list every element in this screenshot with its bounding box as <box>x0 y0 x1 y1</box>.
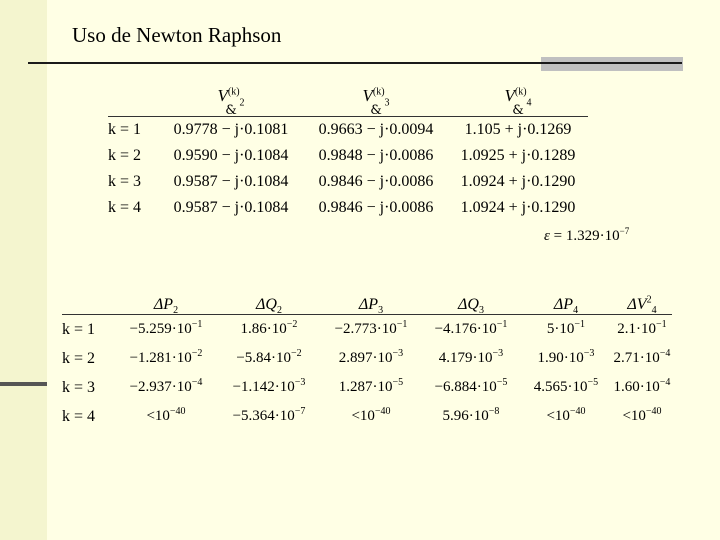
slide-title: Uso de Newton Raphson <box>72 23 282 47</box>
header-sub: 4 <box>573 305 579 317</box>
mismatch-header <box>320 288 422 315</box>
mismatch-value <box>320 402 422 431</box>
header-sub: 3 <box>378 305 384 317</box>
mantissa: 5.96·10 <box>442 408 489 424</box>
table-row <box>108 169 588 195</box>
table-row <box>108 195 588 221</box>
mismatch-value <box>612 344 672 373</box>
mantissa: −1.281·10 <box>129 350 192 366</box>
table-row <box>62 344 672 373</box>
mantissa: 1.60·10 <box>613 379 660 395</box>
header-sup: (k) <box>372 86 385 98</box>
mantissa: −5.364·10 <box>232 408 295 424</box>
mismatch-value <box>218 315 320 345</box>
exponent: −1 <box>656 319 667 330</box>
mismatch-value <box>612 373 672 402</box>
mismatch-value <box>520 402 612 431</box>
mantissa: −4.176·10 <box>434 321 497 337</box>
header-sup: (k) <box>514 86 527 98</box>
iteration-label: k = 3 <box>62 378 96 396</box>
header-var: ΔP <box>358 296 379 313</box>
voltage-value: 1.105 + j·0.1269 <box>464 121 572 138</box>
header-sub: 3 <box>478 305 484 317</box>
epsilon-symbol: ε <box>544 228 550 244</box>
epsilon-value: = 1.329·10 <box>553 228 620 244</box>
mismatch-header <box>114 288 218 315</box>
mismatch-value <box>320 344 422 373</box>
header-sub: 2 <box>239 97 245 109</box>
header-mark: & <box>512 103 524 118</box>
mismatch-body <box>62 315 672 432</box>
exponent: −4 <box>659 348 671 359</box>
mismatch-value <box>218 344 320 373</box>
header-var: V <box>362 86 373 105</box>
header-var: ΔP <box>153 296 174 313</box>
mantissa: 4.179·10 <box>438 350 493 366</box>
mantissa: −6.884·10 <box>434 379 497 395</box>
mismatch-iteration-table <box>62 288 672 431</box>
voltage-value: 0.9587 − j·0.1084 <box>173 199 289 216</box>
mismatch-value <box>520 373 612 402</box>
voltage-header <box>304 84 448 117</box>
mantissa: 5·10 <box>546 321 575 337</box>
exponent: −1 <box>396 319 408 330</box>
mismatch-value <box>218 373 320 402</box>
iteration-label: k = 4 <box>62 407 96 425</box>
exponent: −2 <box>191 348 203 359</box>
voltage-header-row <box>108 84 588 117</box>
header-sub: 3 <box>384 97 390 109</box>
mismatch-value <box>114 344 218 373</box>
header-sup: 2 <box>646 294 652 306</box>
header-var: V <box>504 86 515 105</box>
exponent: −40 <box>569 406 586 417</box>
iteration-label: k = 3 <box>108 173 142 190</box>
voltage-value: 0.9587 − j·0.1084 <box>173 173 289 190</box>
voltage-value: 0.9590 − j·0.1084 <box>173 147 289 164</box>
sidebar-accent <box>0 382 47 386</box>
exponent: −1 <box>496 319 508 330</box>
iteration-label: k = 2 <box>108 147 142 164</box>
mantissa: −2.937·10 <box>129 379 192 395</box>
mantissa: 4.565·10 <box>533 379 588 395</box>
exponent: −4 <box>659 377 671 388</box>
mismatch-value <box>320 373 422 402</box>
header-var: ΔV <box>627 296 647 313</box>
mismatch-value <box>114 373 218 402</box>
mismatch-value <box>218 402 320 431</box>
exponent: −1 <box>574 319 586 330</box>
convergence-epsilon <box>544 228 629 245</box>
header-mark: & <box>225 103 237 118</box>
mismatch-value <box>612 402 672 431</box>
title-accent-bar <box>541 57 683 71</box>
mismatch-value <box>114 315 218 345</box>
mantissa: 2.71·10 <box>613 350 660 366</box>
mantissa: <10 <box>622 408 646 424</box>
header-sub: 4 <box>651 305 657 317</box>
mismatch-value <box>520 315 612 345</box>
mantissa: 1.90·10 <box>537 350 584 366</box>
iteration-label: k = 4 <box>108 199 142 216</box>
mismatch-header-row <box>62 288 672 315</box>
exponent: −3 <box>492 348 504 359</box>
mismatch-value <box>612 315 672 345</box>
k-header <box>108 84 158 117</box>
k-header <box>62 288 114 315</box>
voltage-value: 0.9846 − j·0.0086 <box>318 199 434 216</box>
table-row <box>108 143 588 169</box>
mantissa: <10 <box>546 408 570 424</box>
voltage-value: 1.0925 + j·0.1289 <box>460 147 576 164</box>
header-sup: (k) <box>227 86 240 98</box>
voltage-value: 0.9848 − j·0.0086 <box>318 147 434 164</box>
mismatch-value <box>422 402 520 431</box>
title-accent-line <box>541 62 682 64</box>
exponent: −5 <box>587 377 599 388</box>
mismatch-header <box>218 288 320 315</box>
mantissa: 2.1·10 <box>617 321 657 337</box>
header-var: ΔP <box>553 296 574 313</box>
exponent: −4 <box>191 377 203 388</box>
mismatch-header <box>520 288 612 315</box>
header-sub: 4 <box>526 97 532 109</box>
mantissa: <10 <box>146 408 170 424</box>
mantissa: −5.259·10 <box>129 321 192 337</box>
mismatch-value <box>422 315 520 345</box>
mantissa: <10 <box>351 408 375 424</box>
header-sub: 2 <box>276 305 282 317</box>
mantissa: −2.773·10 <box>334 321 397 337</box>
mantissa: 1.86·10 <box>240 321 287 337</box>
mantissa: −5.84·10 <box>236 350 292 366</box>
exponent: −40 <box>169 406 186 417</box>
mismatch-header <box>422 288 520 315</box>
table-row <box>62 315 672 345</box>
exponent: −40 <box>374 406 391 417</box>
voltage-value: 1.0924 + j·0.1290 <box>460 199 576 216</box>
exponent: −5 <box>496 377 508 388</box>
exponent: −3 <box>392 348 404 359</box>
mismatch-value <box>422 344 520 373</box>
exponent: −8 <box>488 406 500 417</box>
voltage-value: 0.9778 − j·0.1081 <box>173 121 289 138</box>
exponent: −7 <box>294 406 306 417</box>
mismatch-value <box>422 373 520 402</box>
mismatch-value <box>520 344 612 373</box>
iteration-label: k = 1 <box>108 121 142 138</box>
voltage-value: 1.0924 + j·0.1290 <box>460 173 576 190</box>
exponent: −2 <box>291 348 302 359</box>
mantissa: −1.142·10 <box>232 379 295 395</box>
epsilon-exponent: −7 <box>619 226 630 236</box>
header-var: ΔQ <box>256 296 277 313</box>
exponent: −40 <box>645 406 662 417</box>
mismatch-value <box>320 315 422 345</box>
table-row <box>62 373 672 402</box>
exponent: −2 <box>286 319 298 330</box>
header-mark: & <box>370 103 382 118</box>
exponent: −3 <box>294 377 306 388</box>
iteration-label: k = 2 <box>62 349 96 367</box>
header-sub: 2 <box>173 305 179 317</box>
voltage-header <box>448 84 588 117</box>
mismatch-value <box>114 402 218 431</box>
exponent: −3 <box>583 348 595 359</box>
voltage-header <box>158 84 304 117</box>
exponent: −1 <box>191 319 203 330</box>
iteration-label: k = 1 <box>62 320 96 338</box>
voltage-value: 0.9663 − j·0.0094 <box>318 121 434 138</box>
slide-sidebar <box>0 0 47 540</box>
header-var: ΔQ <box>458 296 479 313</box>
table-row <box>108 117 588 144</box>
mantissa: 2.897·10 <box>338 350 393 366</box>
voltage-value: 0.9846 − j·0.0086 <box>318 173 434 190</box>
exponent: −5 <box>392 377 404 388</box>
header-var: V <box>217 86 228 105</box>
table-row <box>62 402 672 431</box>
mismatch-header <box>612 288 672 315</box>
voltage-iteration-table <box>108 84 588 221</box>
mantissa: 1.287·10 <box>338 379 393 395</box>
